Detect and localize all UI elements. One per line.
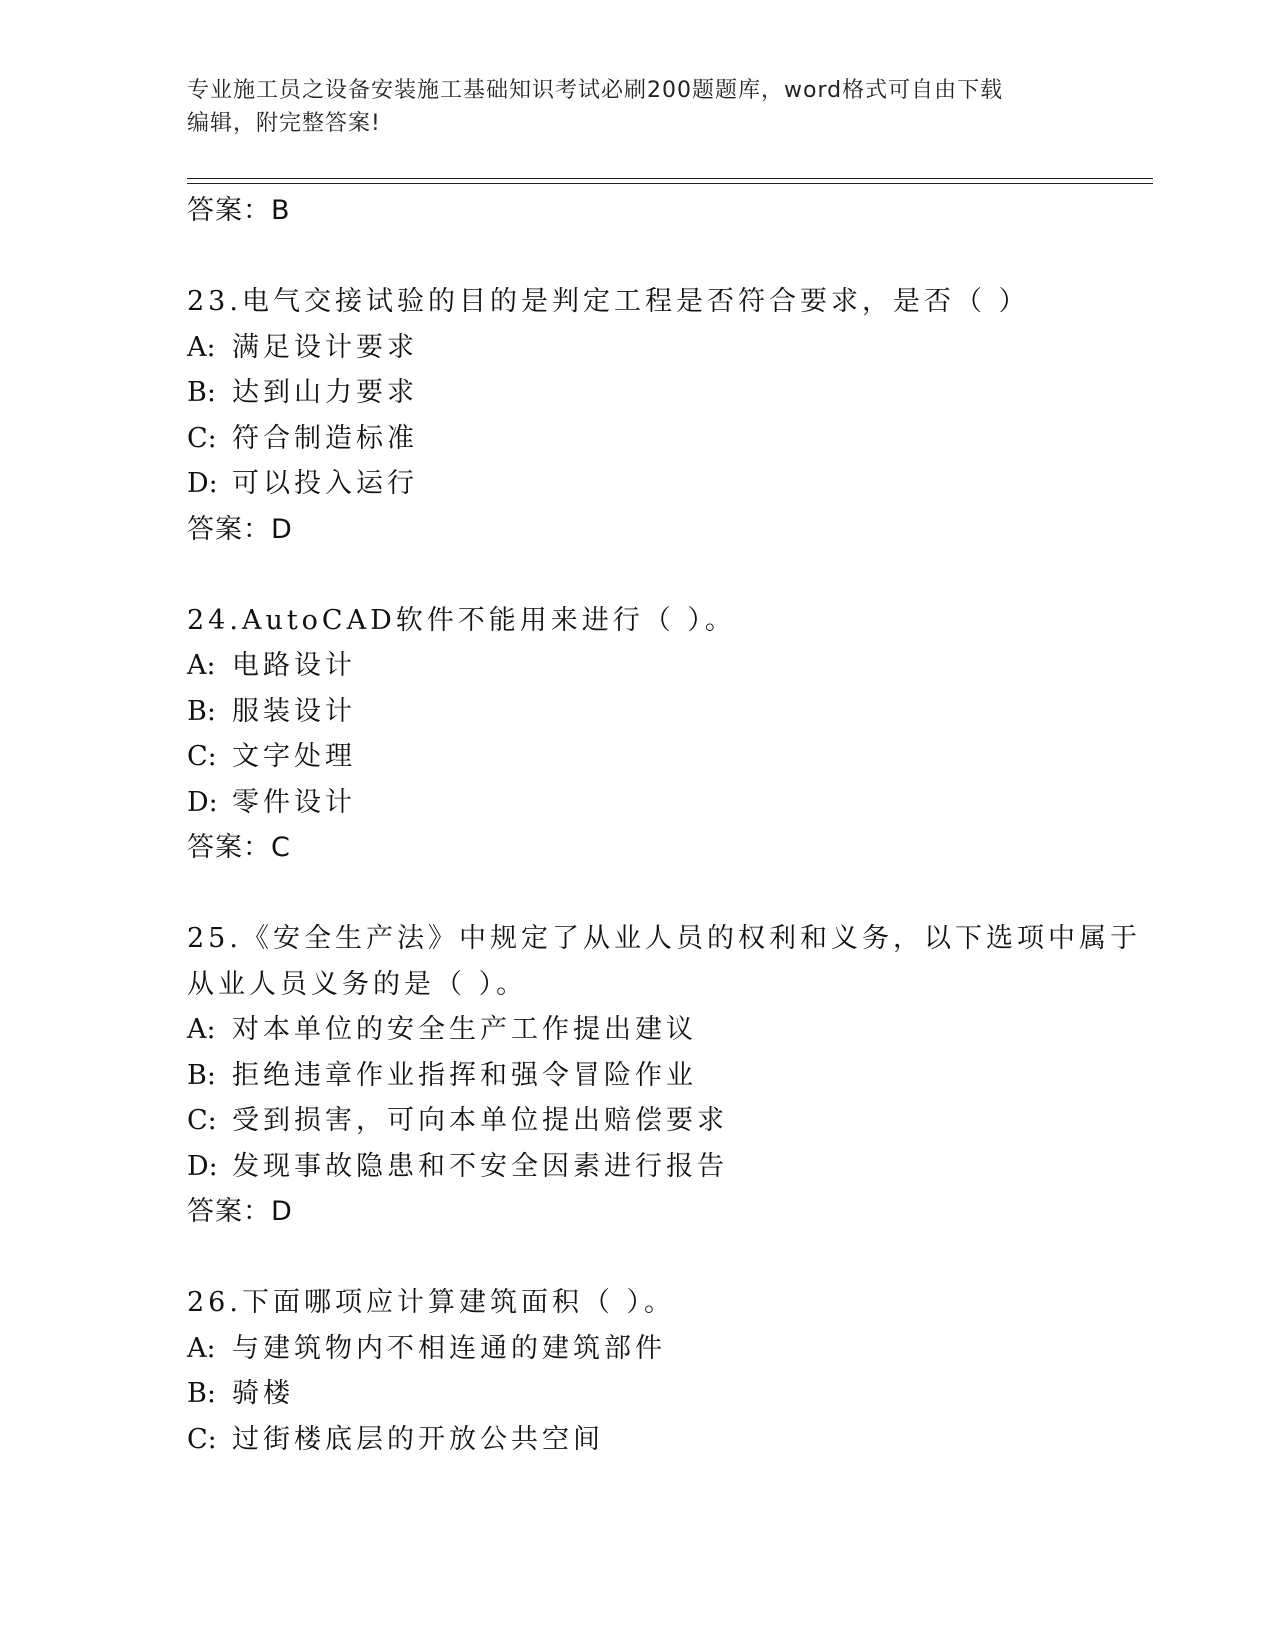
question-list [187,188,1153,1462]
answer-option [187,416,1153,462]
header-title-line-1: 专业施工员之设备安装施工基础知识考试必刷200题题库，word格式可自由下载 [187,78,1004,103]
question-spacer [187,234,1153,279]
answer-option [187,1417,1153,1463]
option-text: 电路设计 [232,650,356,681]
answer-option [187,1098,1153,1144]
answer-option [187,370,1153,416]
option-letter: A: [187,1332,216,1364]
option-text: 零件设计 [232,786,356,818]
question-spacer [187,553,1153,598]
option-letter: D: [187,1150,218,1182]
answer-option [187,1053,1153,1099]
question-answer: 答案：C [187,832,291,863]
answer-option [187,780,1153,826]
question-answer: 答案：D [187,513,293,545]
header-divider-top [187,178,1153,179]
answer-option [187,734,1153,780]
option-letter: B: [187,695,216,727]
option-letter: D: [187,786,218,818]
answer-option [187,1371,1153,1417]
answer-option [187,689,1153,735]
option-text: 服装设计 [232,695,356,727]
option-letter: C: [187,1423,217,1455]
answer-option [187,1326,1153,1372]
option-text: 与建筑物内不相连通的建筑部件 [232,1332,666,1364]
option-letter: B: [187,377,216,408]
option-letter: C: [187,741,217,772]
question-stem: 从业人员义务的是（ ）。 [187,968,528,1000]
header-divider-bottom [187,183,1153,184]
answer-option [187,461,1153,507]
option-text: 拒绝违章作业指挥和强令冒险作业 [232,1059,697,1091]
question-stem: 23.电气交接试验的目的是判定工程是否符合要求，是否（ ） [187,286,1030,317]
question-spacer [187,871,1153,916]
question-spacer [187,1235,1153,1280]
option-text: 达到山力要求 [232,377,418,408]
question-stem: 26.下面哪项应计算建筑面积（ ）。 [187,1287,676,1318]
option-letter: C: [187,422,217,454]
option-text: 符合制造标准 [232,422,418,454]
option-letter: A: [187,331,216,363]
answer-option [187,643,1153,689]
option-letter: A: [187,650,216,681]
option-text: 文字处理 [232,741,356,772]
option-text: 发现事故隐患和不安全因素进行报告 [232,1150,728,1182]
option-text: 受到损害，可向本单位提出赔偿要求 [232,1105,728,1136]
option-letter: D: [187,468,218,499]
answer-option [187,1007,1153,1053]
option-letter: B: [187,1378,216,1409]
option-text: 可以投入运行 [232,468,418,499]
answer-option [187,325,1153,371]
question-answer: 答案：D [187,1196,293,1227]
option-letter: B: [187,1059,216,1091]
option-text: 过街楼底层的开放公共空间 [232,1423,604,1455]
question-stem: 24.AutoCAD软件不能用来进行（ ）。 [187,604,736,636]
option-text: 满足设计要求 [232,331,418,363]
option-letter: A: [187,1014,216,1045]
option-text: 骑楼 [232,1378,294,1409]
option-text: 对本单位的安全生产工作提出建议 [232,1014,697,1045]
document-header [187,74,1067,140]
question-stem: 25.《安全生产法》中规定了从业人员的权利和义务，以下选项中属于 [187,923,1141,954]
previous-answer: 答案：B [187,195,291,226]
option-letter: C: [187,1105,217,1136]
header-title-line-2: 编辑，附完整答案! [187,111,381,136]
answer-option [187,1144,1153,1190]
